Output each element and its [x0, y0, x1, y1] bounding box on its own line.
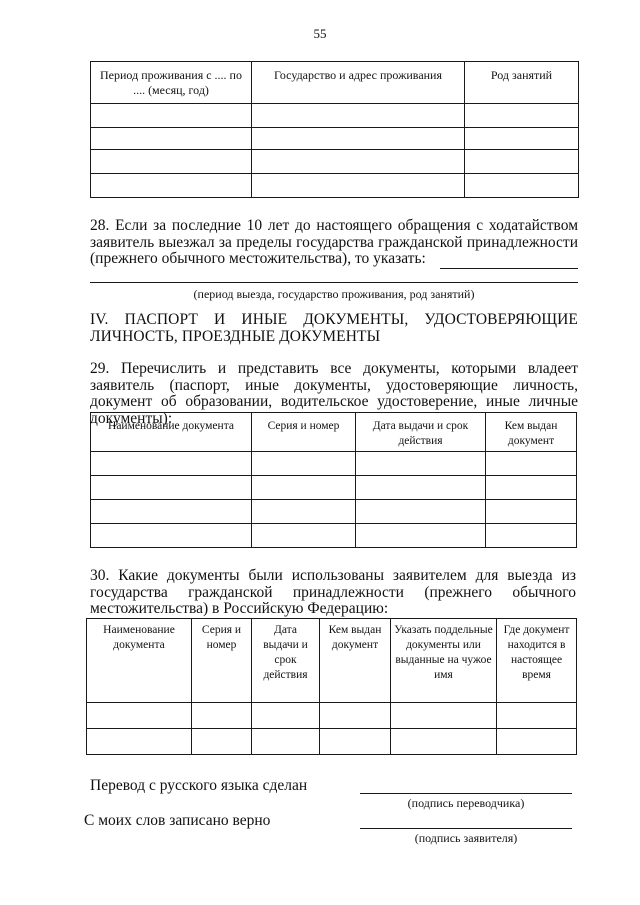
table-cell[interactable] — [252, 104, 465, 128]
table-cell[interactable] — [320, 703, 391, 729]
table-cell[interactable] — [91, 476, 252, 500]
table-row — [91, 150, 579, 174]
table-cell[interactable] — [465, 150, 579, 174]
table-cell[interactable] — [356, 500, 486, 524]
table-cell[interactable] — [192, 729, 252, 755]
table-row — [91, 500, 577, 524]
header-occupation: Род занятий — [465, 62, 579, 104]
table-row — [87, 729, 577, 755]
question-30-text: 30. Какие документы были использованы заявителем для выезда из государства гражданской принадлежности (прежнего обычного местожительства) в Российскую Федерацию: — [90, 567, 576, 617]
table-cell[interactable] — [391, 729, 497, 755]
table-row — [91, 476, 577, 500]
header-issue-date: Дата выдачи и срок действия — [252, 619, 320, 703]
table-header-row — [91, 413, 577, 452]
table-cell[interactable] — [391, 703, 497, 729]
translator-caption: (подпись переводчика) — [407, 796, 525, 810]
answer-line-28-full[interactable] — [90, 282, 578, 283]
header-issued-by: Кем выдан документ — [486, 413, 577, 452]
applicant-signature-line[interactable] — [360, 828, 572, 829]
question-28-text: 28. Если за последние 10 лет до настоящего обращения с ходатайством заявитель выезжал за пределы государства гражданской принадлежности (прежнего обычного местожительства), то указать: — [90, 217, 578, 267]
table-cell[interactable] — [252, 729, 320, 755]
table-cell[interactable] — [252, 128, 465, 150]
table-cell[interactable] — [486, 452, 577, 476]
travel-documents-table — [86, 618, 577, 755]
documents-table — [90, 412, 577, 548]
header-issued-by: Кем выдан документ — [320, 619, 391, 703]
question-28-caption: (период выезда, государство проживания, род занятий) — [193, 287, 475, 301]
table-cell[interactable] — [252, 150, 465, 174]
table-cell[interactable] — [465, 174, 579, 198]
table-cell[interactable] — [91, 150, 252, 174]
section-4-heading-line2: ЛИЧНОСТЬ, ПРОЕЗДНЫЕ ДОКУМЕНТЫ — [90, 328, 381, 345]
table-cell[interactable] — [252, 452, 356, 476]
table-cell[interactable] — [91, 452, 252, 476]
table-cell[interactable] — [252, 524, 356, 548]
table-row — [91, 452, 577, 476]
table-cell[interactable] — [486, 500, 577, 524]
header-forged: Указать поддельные документы или выданные на чужое имя — [391, 619, 497, 703]
table-cell[interactable] — [356, 476, 486, 500]
table-cell[interactable] — [91, 128, 252, 150]
table-cell[interactable] — [252, 703, 320, 729]
table-cell[interactable] — [252, 174, 465, 198]
table-cell[interactable] — [486, 524, 577, 548]
table-cell[interactable] — [356, 524, 486, 548]
header-series-number: Серия и номер — [252, 413, 356, 452]
table-cell[interactable] — [87, 729, 192, 755]
header-document-name: Наименование документа — [87, 619, 192, 703]
table-cell[interactable] — [91, 524, 252, 548]
table-cell[interactable] — [465, 104, 579, 128]
table-cell[interactable] — [87, 703, 192, 729]
translation-label: Перевод с русского языка сделан — [90, 777, 308, 794]
applicant-caption: (подпись заявителя) — [414, 831, 518, 845]
header-document-name: Наименование документа — [91, 413, 252, 452]
header-country-address: Государство и адрес проживания — [252, 62, 465, 104]
question-29-text: 29. Перечислить и представить все документы, которыми владеет заявитель (паспорт, иные документы, удостоверяющие личность, документ об образовании, водительское удостоверение, иные личные документы): — [90, 360, 578, 427]
header-issue-date: Дата выдачи и срок действия — [356, 413, 486, 452]
table-row — [87, 703, 577, 729]
table-row — [91, 128, 579, 150]
table-cell[interactable] — [91, 174, 252, 198]
table-row — [91, 524, 577, 548]
table-cell[interactable] — [252, 500, 356, 524]
table-header-row — [87, 619, 577, 703]
table-row — [91, 104, 579, 128]
verified-label: С моих слов записано верно — [84, 812, 271, 829]
table-cell[interactable] — [252, 476, 356, 500]
table-header-row — [91, 62, 579, 104]
table-cell[interactable] — [486, 476, 577, 500]
header-location: Где документ находится в настоящее время — [497, 619, 577, 703]
table-cell[interactable] — [91, 104, 252, 128]
table-cell[interactable] — [356, 452, 486, 476]
table-cell[interactable] — [91, 500, 252, 524]
table-cell[interactable] — [497, 703, 577, 729]
residence-table — [90, 61, 579, 198]
table-cell[interactable] — [192, 703, 252, 729]
header-series-number: Серия и номер — [192, 619, 252, 703]
table-cell[interactable] — [497, 729, 577, 755]
section-4-heading — [90, 311, 578, 345]
table-cell[interactable] — [320, 729, 391, 755]
translator-signature-line[interactable] — [360, 793, 572, 794]
page-number: 55 — [313, 26, 327, 41]
table-cell[interactable] — [465, 128, 579, 150]
section-4-heading-line1: IV. ПАСПОРТ И ИНЫЕ ДОКУМЕНТЫ, УДОСТОВЕРЯЮЩИЕ — [90, 311, 578, 328]
answer-line-28[interactable] — [440, 268, 578, 269]
table-row — [91, 174, 579, 198]
header-period: Период проживания с .... по .... (месяц, год) — [91, 62, 252, 104]
